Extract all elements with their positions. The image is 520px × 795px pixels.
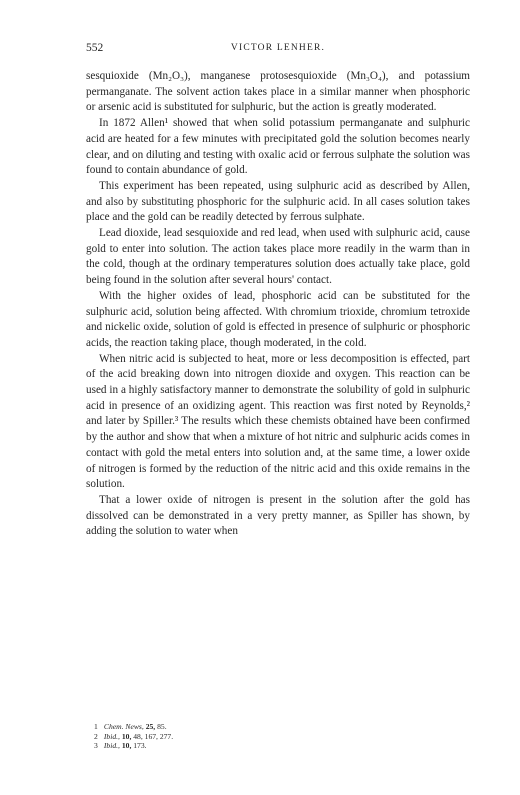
- footnote: [94, 732, 454, 742]
- footnote-pages: 85.: [157, 722, 167, 731]
- paragraph: This experiment has been repeated, using sulphuric acid as described by Allen, and also by substituting phosphoric for the sulphuric acid. In all cases solution takes place and the gold can be readily detected by ferrous sulphate.: [86, 179, 470, 224]
- paragraph: When nitric acid is subjected to heat, more or less decomposition is effected, part of the acid breaking down into nitrogen dioxide and oxygen. This reaction can be used in a highly satisfactory manner to demonstrate the solubility of gold in sulphuric acid in presence of an oxidizing agent. This reaction was first noted by Reynolds,² and later by Spiller.³ The results which these chemists obtained have been confirmed by the author and show that when a mixture of hot nitric and sulphuric acids comes in contact with gold the metal enters into solution and, at the same time, a lower oxide of nitrogen is formed by the reduction of the nitric acid and this oxide remains in the solution.: [86, 352, 471, 491]
- paragraph: In 1872 Allen¹ showed that when solid potassium permanganate and sulphuric acid are heated for a few minutes with precipitated gold the solution becomes nearly clear, and on diluting and testing with oxalic acid or ferrous sulphate the solution was found to contain abundance of gold.: [86, 117, 470, 177]
- running-head: VICTOR LENHER.: [230, 43, 326, 53]
- footnote: [94, 741, 454, 751]
- page-number: 552: [86, 42, 104, 54]
- paragraph: With the higher oxides of lead, phosphoric acid can be substituted for the sulphuric acid, solution being affected. With chromium trioxide, chromium tetroxide and nickelic oxide, solution of gold is effected in presence of sulphuric or phosphoric acids, the reaction taking place, though moderated, in the cold.: [86, 289, 470, 349]
- footnote-mark: 1: [94, 722, 98, 731]
- footnote-source: Chem. News,: [103, 722, 144, 731]
- footnote-mark: 2: [94, 731, 98, 741]
- paragraph: That a lower oxide of nitrogen is present in the solution after the gold has dissolved can be demonstrated in a very pretty manner, as Spiller has shown, by adding the solution to water when: [86, 493, 470, 538]
- footnote-source: Ibid.,: [103, 741, 120, 751]
- paragraph: Lead dioxide, lead sesquioxide and red lead, when used with sulphuric acid, cause gold to enter into solution. The action takes place more readily in the warm than in the cold, though at the ordinary temperatures solution does actually take place, gold being found in the solution after several hours' contact.: [86, 227, 470, 287]
- footnote-pages: 48, 167, 277.: [133, 731, 174, 741]
- page-header: [86, 42, 470, 56]
- footnotes: [94, 722, 454, 751]
- footnote: [94, 722, 454, 732]
- paragraph: sesquioxide (Mn₂O₃), manganese protosesquioxide (Mn₃O₄), and potassium permanganate. The solvent action takes place in a similar manner when phosphoric or arsenic acid is substituted for sulphuric, but the action is greatly moderated.: [86, 70, 470, 114]
- footnote-volume: 10,: [121, 731, 132, 741]
- footnote-volume: 25,: [145, 722, 156, 731]
- body-text: [86, 69, 470, 540]
- footnote-volume: 10,: [121, 741, 132, 751]
- footnote-mark: 3: [94, 741, 98, 751]
- footnote-pages: 173.: [133, 741, 147, 751]
- footnote-source: Ibid.,: [103, 731, 120, 741]
